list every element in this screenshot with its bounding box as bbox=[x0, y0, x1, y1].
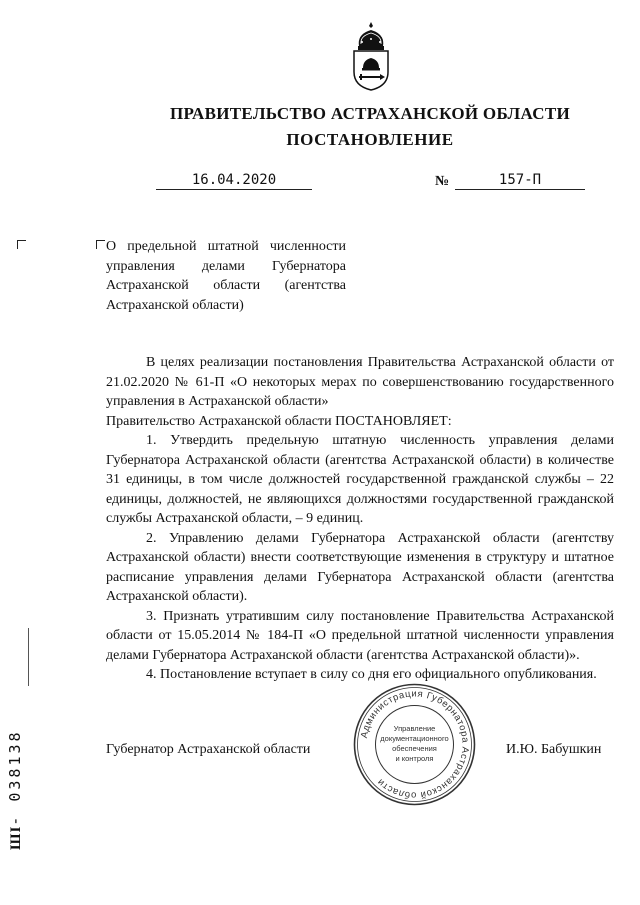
margin-mark bbox=[28, 628, 29, 686]
serial-digits: - 038138 bbox=[6, 729, 24, 826]
stamp-ring-text: Администрация Губернатора Астраханской области bbox=[358, 688, 471, 801]
coat-of-arms-emblem bbox=[349, 20, 393, 92]
stamp-center-line: Управление bbox=[393, 724, 436, 733]
subject-corner-mark-left bbox=[17, 240, 26, 249]
body-item: 1. Утвердить предельную штатную численность управления делами Губернатора Астраханской области (агентства Астраханской области) в количестве 31 единицы, в том числе должностей государственной гражданской службы – 22 единицы, должностей, не являющихся должностями государственной гражданской службы Астраханской области, – 9 единиц. bbox=[106, 433, 614, 526]
signatory-name: И.Ю. Бабушкин bbox=[506, 742, 602, 757]
document-subject bbox=[106, 237, 346, 315]
signatory-role: Губернатор Астраханской области bbox=[106, 742, 311, 757]
organization-title: ПРАВИТЕЛЬСТВО АСТРАХАНСКОЙ ОБЛАСТИ bbox=[170, 104, 570, 123]
stamp-center-line: обеспечения bbox=[392, 744, 437, 753]
subject-line: Астраханской области) bbox=[106, 297, 244, 313]
serial-series: ШI bbox=[8, 825, 24, 850]
document-type-title: ПОСТАНОВЛЕНИЕ bbox=[286, 130, 454, 149]
preamble-paragraph: В целях реализации постановления Правительства Астраханской области от 21.02.2020 № 61-П «О некоторых мерах по совершенствованию государственного управления в Астраханской области» bbox=[106, 355, 614, 409]
form-serial-number bbox=[6, 729, 25, 850]
document-number: 157-П bbox=[455, 172, 585, 190]
stamp-center-line: и контроля bbox=[395, 754, 434, 763]
stamp-center-line: документационного bbox=[380, 734, 449, 743]
number-label: № bbox=[435, 174, 450, 189]
body-item: 3. Признать утратившим силу постановление Правительства Астраханской области от 15.05.2014 № 184-П «О предельной штатной численности управления делами Губернатора Астраханской области (агентства Астраханской области)». bbox=[106, 608, 614, 663]
body-item: 4. Постановление вступает в силу со дня его официального опубликования. bbox=[146, 667, 597, 682]
resolution-clause: Правительство Астраханской области ПОСТАНОВЛЯЕТ: bbox=[106, 413, 452, 429]
subject-corner-mark-right bbox=[96, 240, 105, 249]
subject-line: О предельной штатной численности bbox=[106, 239, 346, 254]
subject-line: Астраханской области (агентства bbox=[106, 278, 346, 293]
document-body bbox=[106, 353, 614, 685]
subject-line: управления делами Губернатора bbox=[106, 258, 346, 274]
official-seal-stamp bbox=[352, 682, 477, 807]
body-item: 2. Управлению делами Губернатора Астраханской области (агентству Астраханской области) внести соответствующие изменения в структуру и штатное расписание управления делами Губернатора Астраханской области (агентства Астраханской области). bbox=[106, 530, 614, 604]
document-date: 16.04.2020 bbox=[156, 172, 312, 190]
